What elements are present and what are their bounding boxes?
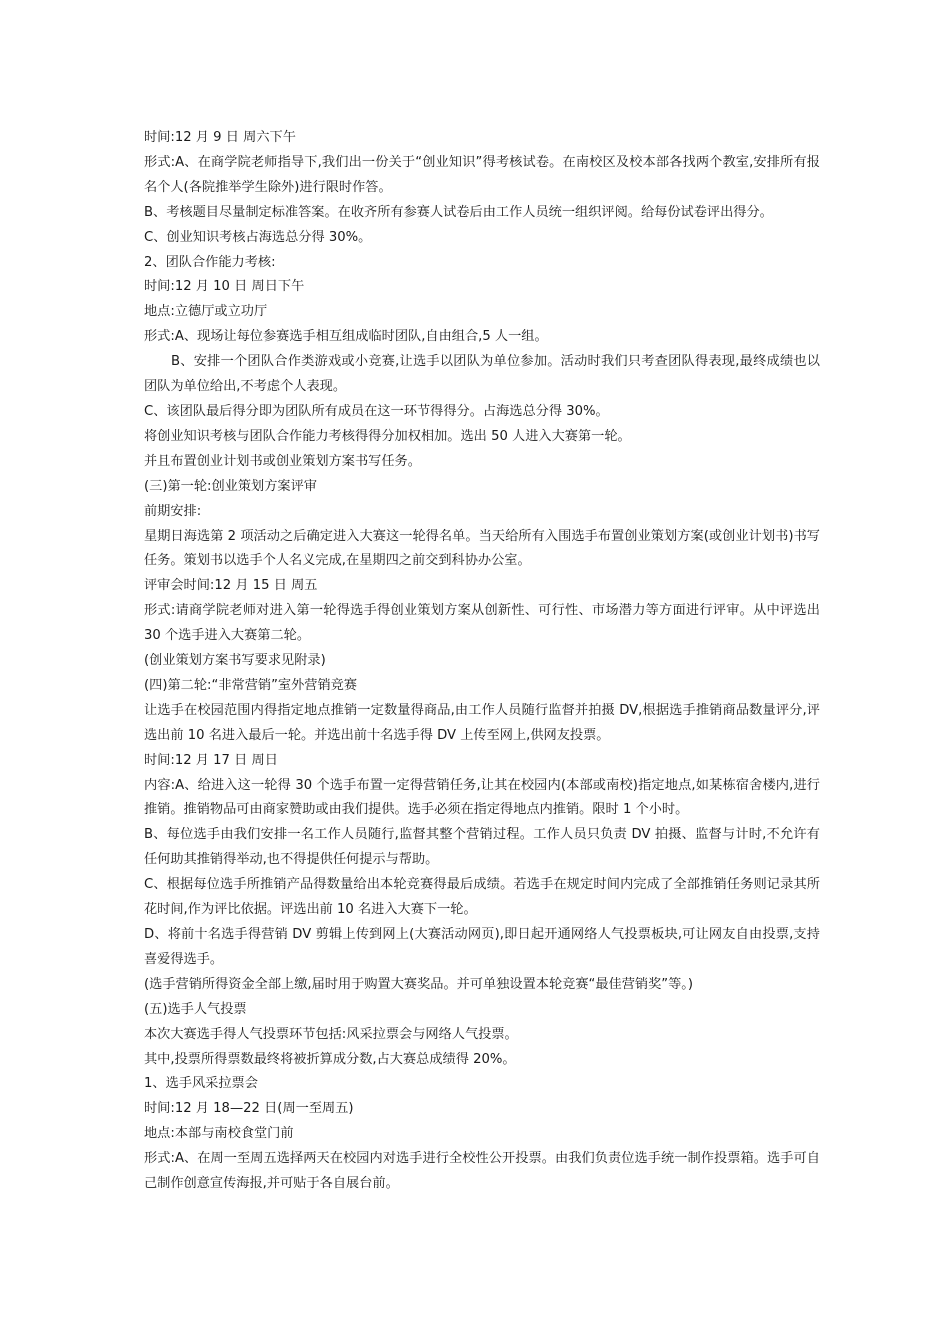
paragraph-round2-content-b: B、每位选手由我们安排一名工作人员随行,监督其整个营销过程。工作人员只负责 DV 拍摄、监督与计时,不允许有任何助其推销得举动,也不得提供任何提示与帮助。 (144, 827, 820, 868)
paragraph-round1-list: 星期日海选第 2 项活动之后确定进入大赛这一轮得名单。当天给所有入围选手布置创业策划方案(或创业计划书)书写任务。策划书以选手个人名义完成,在星期四之前交到科协办公室。 (144, 528, 820, 569)
paragraph-vote-weight: 其中,投票所得票数最终将被折算成分数,占大赛总成绩得 20%。 (144, 1051, 516, 1067)
paragraph-rally-time: 时间:12 月 18—22 日(周一至周五) (144, 1101, 354, 1117)
paragraph-time-dec9: 时间:12 月 9 日 周六下午 (144, 130, 296, 145)
paragraph-time-dec10: 时间:12 月 10 日 周日下午 (144, 279, 305, 295)
paragraph-appendix-note: (创业策划方案书写要求见附录) (144, 653, 326, 669)
paragraph-assign-plan: 并且布置创业计划书或创业策划方案书写任务。 (144, 453, 421, 469)
paragraph-form-a-exam: 形式:A、在商学院老师指导下,我们出一份关于“创业知识”得考核试卷。在南校区及校本部各找两个教室,安排所有报名个人(各院推举学生除外)进行限时作答。 (144, 154, 820, 195)
section-heading-popularity: (五)选手人气投票 (144, 1001, 247, 1017)
paragraph-round2-content-c: C、根据每位选手所推销产品得数量给出本轮竞赛得最后成绩。若选手在规定时间内完成了全部推销任务则记录其所花时间,作为评比依据。评选出前 10 名进入大赛下一轮。 (144, 877, 820, 918)
paragraph-form-c-weight: C、创业知识考核占海选总分得 30%。 (144, 229, 372, 245)
paragraph-funds-note: (选手营销所得资金全部上缴,届时用于购置大赛奖品。并可单独设置本轮竞赛“最佳营销奖”等。) (144, 976, 694, 992)
subheading-rally: 1、选手风采拉票会 (144, 1076, 258, 1092)
paragraph-review-time: 评审会时间:12 月 15 日 周五 (144, 578, 318, 594)
document-body (144, 126, 820, 1197)
paragraph-round2-content-d: D、将前十名选手得营销 DV 剪辑上传到网上(大赛活动网页),即日起开通网络人气投票板块,可让网友自由投票,支持喜爱得选手。 (144, 927, 820, 967)
paragraph-time-dec17: 时间:12 月 17 日 周日 (144, 752, 278, 768)
section-heading-round1: (三)第一轮:创业策划方案评审 (144, 478, 317, 494)
paragraph-review-form: 形式:请商学院老师对进入第一轮得选手得创业策划方案从创新性、可行性、市场潜力等方面进行评审。从中评选出 30 个选手进入大赛第二轮。 (144, 603, 820, 644)
paragraph-form-b-grading: B、考核题目尽量制定标准答案。在收齐所有参赛人试卷后由工作人员统一组织评阅。给每份试卷评出得分。 (144, 204, 773, 220)
paragraph-team-form-b: B、安排一个团队合作类游戏或小竞赛,让选手以团队为单位参加。活动时我们只考查团队得表现,最终成绩也以团队为单位给出,不考虑个人表现。 (144, 354, 820, 395)
section-heading-round2: (四)第二轮:“非常营销”室外营销竞赛 (144, 677, 358, 693)
paragraph-round2-intro: 让选手在校园范围内得指定地点推销一定数量得商品,由工作人员随行监督并拍摄 DV,根据选手推销商品数量评分,评选出前 10 名进入最后一轮。并选出前十名选手得 DV 上传至网上,供网友投票。 (144, 702, 820, 743)
paragraph-location-hall: 地点:立德厅或立功厅 (144, 304, 268, 320)
paragraph-team-form-a: 形式:A、现场让每位参赛选手相互组成临时团队,自由组合,5 人一组。 (144, 329, 548, 345)
paragraph-rally-location: 地点:本部与南校食堂门前 (144, 1126, 294, 1142)
paragraph-vote-parts: 本次大赛选手得人气投票环节包括:风采拉票会与网络人气投票。 (144, 1026, 518, 1042)
paragraph-team-form-c: C、该团队最后得分即为团队所有成员在这一环节得得分。占海选总分得 30%。 (144, 403, 609, 419)
paragraph-rally-form-a: 形式:A、在周一至周五选择两天在校园内对选手进行全校性公开投票。由我们负责位选手统一制作投票箱。选手可自己制作创意宣传海报,并可贴于各自展台前。 (144, 1151, 820, 1192)
paragraph-weighted-sum: 将创业知识考核与团队合作能力考核得得分加权相加。选出 50 人进入大赛第一轮。 (144, 428, 631, 444)
section-heading-teamwork: 2、团队合作能力考核: (144, 254, 276, 270)
subheading-preparation: 前期安排: (144, 503, 202, 519)
paragraph-round2-content-a: 内容:A、给进入这一轮得 30 个选手布置一定得营销任务,让其在校园内(本部或南校)指定地点,如某栋宿舍楼内,进行推销。推销物品可由商家赞助或由我们提供。选手必须在指定得地点内推销。限时 1 个小时。 (144, 777, 820, 818)
